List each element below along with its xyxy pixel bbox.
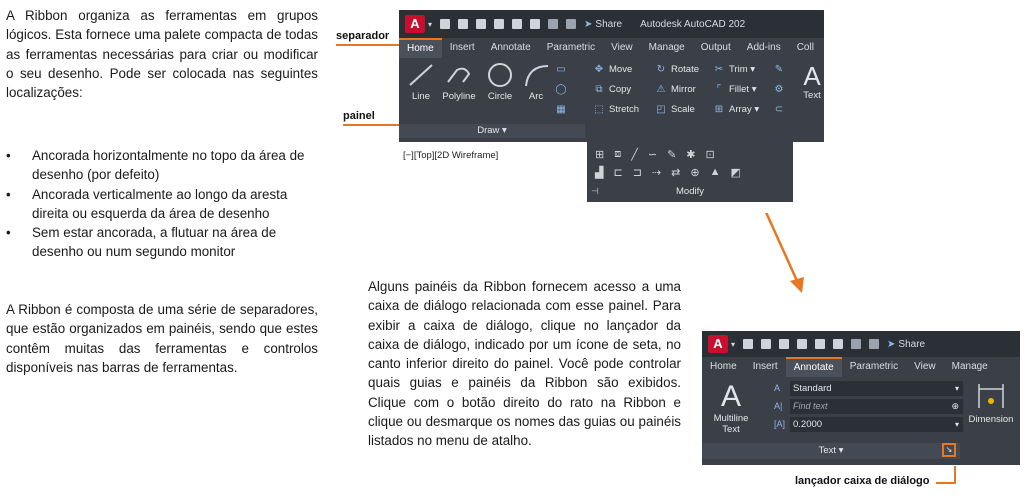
find-text-placeholder: Find text	[793, 401, 828, 411]
dimension-label: Dimension	[968, 414, 1014, 425]
text-label: Text	[803, 90, 821, 101]
rotate-icon: ↻	[656, 64, 666, 75]
chevron-down-icon[interactable]: ▾	[428, 19, 433, 29]
share-icon[interactable]: ➤	[584, 18, 593, 30]
line-icon	[407, 62, 435, 88]
tab-parametric[interactable]: Parametric	[849, 361, 899, 372]
modify-panel-title[interactable]: Modify	[676, 186, 704, 197]
offset-icon: ⊂	[774, 104, 784, 115]
block-icon[interactable]: ⊕	[690, 167, 700, 179]
circle-icon	[486, 62, 514, 88]
trim-icon: ✂	[714, 64, 724, 75]
ribbon-tabs	[702, 357, 1020, 377]
pencil-icon: ✎	[774, 64, 784, 75]
separador-label: separador	[336, 30, 390, 42]
ribbon-panels	[399, 58, 824, 142]
open-icon[interactable]	[458, 19, 468, 29]
pin-icon[interactable]: ⊣	[591, 186, 599, 196]
modify-extra-row-2	[595, 166, 741, 179]
text-icon: A	[720, 380, 741, 413]
ribbon-composition-paragraph: A Ribbon é composta de uma série de separadores, que estão organizados em painéis, sendo que estes contêm muitas das ferramentas e controlos disponíveis nas barras de ferramentas.	[6, 302, 318, 375]
tab-annotate[interactable]: Annotate	[786, 357, 842, 377]
tab-insert[interactable]: Insert	[449, 42, 475, 53]
explode-tool[interactable]	[773, 84, 789, 95]
stretch-tool[interactable]: ⬚ Stretch	[594, 104, 640, 115]
list-item: • Ancorada verticalmente ao longo da aresta direita ou esquerda da área de desenho	[6, 185, 318, 224]
tab-addins[interactable]: Add-ins	[746, 42, 781, 53]
new-icon[interactable]	[743, 339, 753, 349]
intro-paragraph: A Ribbon organiza as ferramentas em grupos lógicos. Esta fornece uma palete compacta de todas as ferramentas necessárias para criar ou modificar o seu desenho. Pode ser colocada nas seguintes localizações:	[6, 8, 318, 101]
undo-icon[interactable]	[548, 19, 558, 29]
text-style-icon: A	[774, 383, 781, 393]
lancador-pointer-h	[936, 482, 956, 484]
text-icon: A	[803, 61, 821, 91]
array-tool[interactable]: ⊞ Array ▾	[714, 104, 760, 115]
mirror-tool[interactable]: ⚠ Mirror	[656, 84, 696, 95]
polyline-label: Polyline	[442, 91, 476, 102]
ribbon-tabs	[399, 38, 824, 58]
tab-manage[interactable]: Manage	[951, 361, 988, 372]
ellipse-icon: ◯	[555, 84, 567, 95]
copy-tool[interactable]: ⧉ Copy	[593, 84, 631, 95]
join-line-icon[interactable]: ⇢	[651, 167, 662, 179]
dialog-launcher-paragraph: Alguns painéis da Ribbon fornecem acesso a uma caixa de diálogo relacionada com esse painel. Para exibir a caixa de diálogo, clique no lançador da caixa de diálogo, indicado por um ícone de seta, no canto inferior direito do painel. Você pode controlar quais guias e painéis da Ribbon são exibidos. Clique com o botão direito do rato na Ribbon e clique ou desmarque os nomes das guias ou painéis listados no menu de atalho.	[368, 279, 681, 449]
autocad-logo[interactable]: A	[708, 335, 728, 353]
find-replace-icon: A|	[774, 401, 783, 411]
reverse-icon[interactable]: ⇄	[671, 167, 681, 179]
new-icon[interactable]	[440, 19, 450, 29]
trim-tool[interactable]: ✂ Trim ▾	[714, 64, 756, 75]
text-tool[interactable]	[801, 62, 823, 101]
web-icon[interactable]	[512, 19, 522, 29]
share-icon[interactable]: ➤	[887, 338, 896, 350]
share-button[interactable]: Share	[898, 338, 926, 350]
text-height-select[interactable]	[790, 417, 963, 432]
find-text-input[interactable]	[790, 399, 963, 414]
draw-panel-title[interactable]: Draw ▾	[399, 124, 585, 138]
copy-icon: ⧉	[595, 84, 603, 95]
explode-icon: ⚙	[774, 84, 784, 95]
line-tool[interactable]	[405, 62, 437, 102]
ribbon-panels	[702, 377, 1020, 465]
break-at-point-icon[interactable]: ⊏	[613, 167, 623, 179]
tab-output[interactable]: Output	[700, 42, 731, 53]
tab-collaborate[interactable]: Coll	[796, 42, 814, 53]
rectangle-tool[interactable]	[555, 64, 571, 75]
web-icon[interactable]	[815, 339, 825, 349]
hatch-tool[interactable]	[555, 104, 571, 115]
save-icon[interactable]	[779, 339, 789, 349]
plot-icon[interactable]	[833, 339, 843, 349]
text-height-value: 0.2000	[793, 419, 823, 430]
locations-list	[6, 146, 318, 262]
autocad-ribbon-home	[399, 10, 824, 213]
tab-view[interactable]: View	[914, 361, 936, 372]
redo-icon[interactable]	[869, 339, 879, 349]
separador-pointer	[336, 44, 406, 46]
share-button[interactable]: Share	[595, 18, 623, 30]
scale-icon: ◰	[656, 104, 666, 115]
arc-tool[interactable]	[521, 62, 551, 102]
fillet-icon: ⌜	[716, 84, 722, 95]
arrow-icon	[750, 205, 810, 295]
hatch-icon: ▦	[556, 104, 566, 115]
break-icon[interactable]: ⧈	[614, 148, 622, 160]
chevron-down-icon: ▾	[954, 384, 959, 393]
text-style-value: Standard	[793, 383, 832, 394]
align-icon[interactable]: ▟	[595, 167, 604, 179]
quick-access-toolbar	[702, 331, 1020, 357]
modify-panel-expanded	[587, 142, 793, 202]
quick-access-toolbar	[399, 10, 824, 38]
line-label: Line	[412, 91, 430, 102]
polyline-icon	[445, 62, 473, 88]
brush-icon[interactable]: ▲	[709, 166, 721, 178]
save-as-icon[interactable]	[494, 19, 504, 29]
search-icon[interactable]: ⊕	[951, 401, 959, 411]
arc-icon	[522, 62, 550, 88]
app-title: Autodesk AutoCAD 202	[640, 18, 746, 30]
lancador-label: lançador caixa de diálogo	[795, 475, 930, 487]
offset-tool[interactable]	[773, 104, 789, 115]
viewport-label[interactable]: [−][Top][2D Wireframe]	[403, 150, 499, 161]
list-item: • Ancorada horizontalmente no topo da área de desenho (por defeito)	[6, 146, 318, 185]
dimension-tool[interactable]	[964, 381, 1018, 425]
join-icon[interactable]: ⊞	[595, 149, 605, 161]
rectangle-icon: ▭	[556, 64, 566, 75]
stretch-icon: ⬚	[594, 104, 604, 115]
mirror-icon: ⚠	[656, 84, 666, 95]
plot-icon[interactable]	[530, 19, 540, 29]
undo-icon[interactable]	[851, 339, 861, 349]
autocad-logo[interactable]: A	[405, 15, 425, 33]
explode-icon[interactable]: ✱	[686, 149, 696, 161]
tab-view[interactable]: View	[611, 42, 633, 53]
circle-tool[interactable]	[483, 62, 517, 102]
dialog-launcher-icon[interactable]: ↘	[942, 443, 956, 457]
painel-label: painel	[343, 110, 375, 122]
fillet-tool[interactable]: ⌜ Fillet ▾	[713, 84, 756, 95]
chevron-down-icon: ▾	[954, 420, 959, 429]
rotate-tool[interactable]: ↻ Rotate	[656, 64, 699, 75]
text-panel-title[interactable]: Text ▾	[702, 443, 960, 459]
tab-parametric[interactable]: Parametric	[546, 42, 596, 53]
polyline-tool[interactable]	[437, 62, 481, 102]
autocad-ribbon-annotate	[702, 331, 1020, 465]
group-icon[interactable]: ⊡	[705, 149, 715, 161]
chamfer-icon[interactable]: ⊐	[632, 167, 642, 179]
multiline-label: Multiline	[713, 413, 749, 424]
dimension-icon	[976, 381, 1006, 411]
line-icon[interactable]: ╱	[631, 149, 638, 161]
scale-tool[interactable]: ◰ Scale	[656, 104, 695, 115]
open-icon[interactable]	[761, 339, 771, 349]
text-style-select[interactable]	[790, 381, 963, 396]
text-label: Text	[722, 424, 740, 435]
layer-icon[interactable]: ◩	[730, 167, 741, 179]
tab-annotate[interactable]: Annotate	[490, 42, 531, 53]
save-as-icon[interactable]	[797, 339, 807, 349]
circle-label: Circle	[487, 91, 513, 102]
save-icon[interactable]	[476, 19, 486, 29]
redo-icon[interactable]	[566, 19, 576, 29]
tab-home[interactable]: Home	[710, 361, 737, 372]
tab-home[interactable]: Home	[399, 38, 442, 58]
chevron-down-icon[interactable]: ▾	[731, 339, 736, 349]
blend-icon[interactable]: ∽	[647, 149, 658, 161]
edit-icon[interactable]: ✎	[667, 149, 677, 161]
list-item: • Sem estar ancorada, a flutuar na área de desenho ou num segundo monitor	[6, 223, 318, 262]
text-height-icon: [A]	[774, 419, 786, 429]
ellipse-tool[interactable]	[555, 84, 571, 95]
tab-manage[interactable]: Manage	[648, 42, 685, 53]
modify-extra-row-1	[595, 148, 715, 161]
move-tool[interactable]: ✥ Move	[594, 64, 633, 75]
move-icon: ✥	[594, 64, 604, 75]
edit-tool[interactable]	[773, 64, 789, 75]
lancador-pointer-v	[954, 466, 956, 484]
array-icon: ⊞	[714, 104, 724, 115]
arc-label: Arc	[528, 91, 544, 102]
tab-insert[interactable]: Insert	[752, 361, 778, 372]
multiline-text-tool[interactable]	[710, 381, 752, 435]
